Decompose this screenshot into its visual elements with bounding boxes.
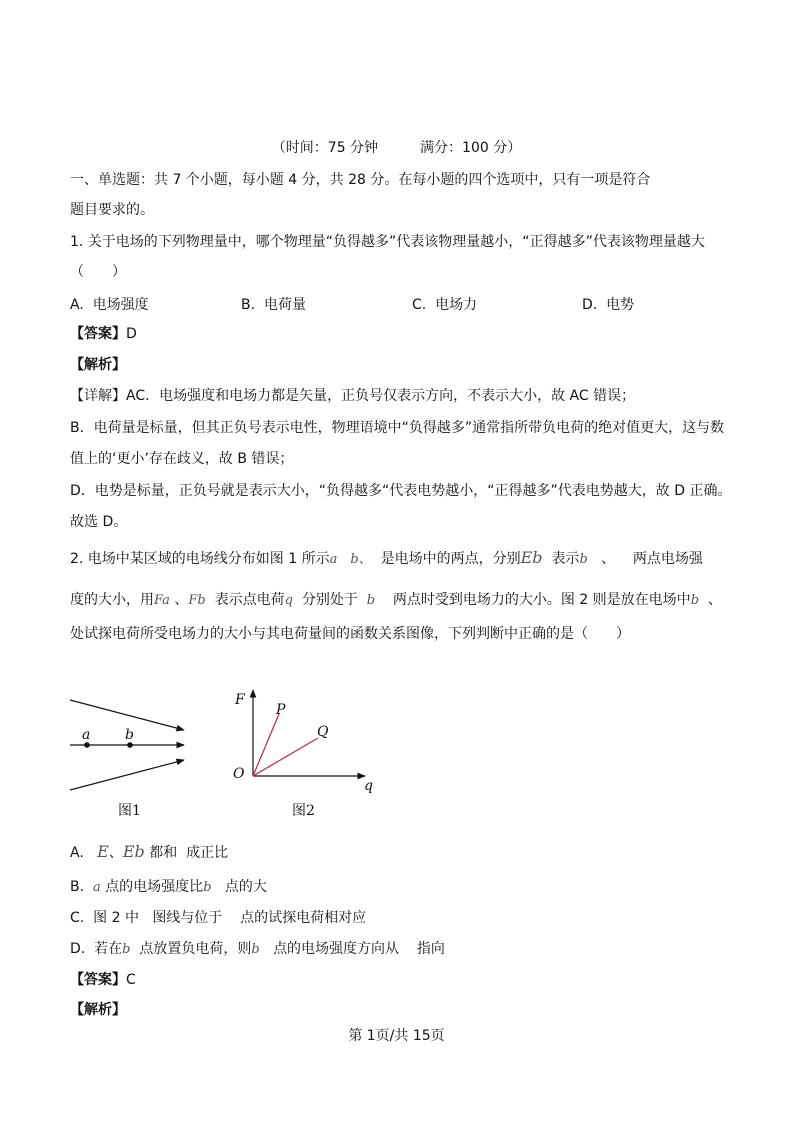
q2-stem-text: 两点电场强: [632, 551, 703, 567]
answer-value: D: [126, 326, 137, 342]
math-Ea: E: [97, 842, 109, 861]
q1-detail-line: B．电荷量是标量，但其正负号表示电性，物理语境中“负得越多”通常指所带负电荷的绝对值更大，这与数: [70, 420, 725, 436]
q1-option-c: [412, 294, 477, 314]
label-b: b: [125, 727, 134, 743]
option-label: D.: [70, 941, 86, 957]
option-label: B.: [70, 879, 85, 895]
q1-answer: [70, 324, 137, 344]
option-text: 图线与位于: [152, 910, 223, 926]
q1-detail-line: 故选 D。: [70, 514, 128, 530]
q2-stem-line1: 2. 电场中某区域的电场线分布如图 1 所示a b、 是电场中的两点，分别Eb 表示b 、 两点电场强: [70, 548, 703, 567]
answer-tag: 【答案】: [70, 972, 126, 988]
option-text: 图 2 中: [93, 910, 139, 926]
label-F: F: [235, 692, 245, 708]
q1-detail-line: D．电势是标量，正负号就是表示大小，“负得越多“代表电势越小，“正得越多”代表电势越大，故 D 正确。: [70, 483, 732, 499]
math-Eb: Eb: [122, 842, 145, 861]
math-E: Eb: [520, 548, 543, 567]
q2-option-c: [70, 908, 366, 928]
math-b: b: [122, 942, 131, 957]
line-Q: [253, 738, 318, 776]
math-b: b: [690, 593, 700, 608]
option-label: B.: [241, 297, 256, 313]
option-text: 成正比: [186, 845, 229, 861]
q2-option-a: [70, 842, 228, 863]
option-text: 电场强度: [92, 297, 149, 313]
option-text: 点的电场强度方向从: [273, 941, 400, 957]
q1-option-a: [70, 294, 149, 314]
option-text: 若在: [94, 941, 123, 957]
math-b: b: [366, 593, 376, 608]
label-q: q: [364, 778, 373, 794]
label-Q: Q: [317, 724, 329, 740]
point-b: [127, 742, 133, 748]
q1-stem-bracket: （ ）: [70, 264, 126, 280]
q2-stem-line3: 处试探电荷所受电场力的大小与其电荷量间的函数关系图像，下列判断中正确的是（ ）: [70, 626, 630, 642]
option-label: D.: [582, 297, 598, 313]
answer-tag: 【答案】: [70, 326, 126, 342]
option-text: 点放置负电荷，则: [139, 941, 252, 957]
field-line-upper: [70, 700, 184, 730]
q2-stem-text: 是电场中的两点，分别: [380, 551, 521, 567]
option-text: 点的试探电荷相对应: [240, 910, 367, 926]
math-b: b: [579, 552, 588, 567]
option-label: C.: [412, 297, 427, 313]
label-O: O: [233, 766, 245, 782]
option-text: 电场力: [435, 297, 478, 313]
figure-1-caption: 图1: [118, 803, 141, 819]
figure-2: [225, 680, 385, 800]
math-ab: a b、: [329, 552, 372, 567]
option-text: 点的大: [224, 879, 267, 895]
option-text: 都和: [149, 845, 178, 861]
q2-stem-text: 表示: [551, 551, 580, 567]
option-label: C.: [70, 910, 85, 926]
q2-stem-line2: 度的大小，用Fa 、Fb 表示点电荷q 分别处于 b 两点时受到电场力的大小。图 2 则是放在电场中b 、: [70, 592, 722, 608]
option-text: 点的电场强度比: [105, 879, 204, 895]
option-label: A.: [70, 297, 84, 313]
exam-time-score: （时间：75 分钟 满分：100 分）: [271, 140, 522, 156]
label-P: P: [276, 702, 286, 718]
q2-analysis-tag: 【解析】: [70, 1002, 126, 1018]
math-b: b: [251, 942, 260, 957]
option-label: A.: [70, 845, 84, 861]
point-a: [84, 742, 90, 748]
option-text: 指向: [416, 941, 445, 957]
math-b: b: [203, 880, 212, 895]
q1-option-b: [241, 294, 306, 314]
math-Fb: Fb: [188, 593, 206, 608]
q1-detail-line: 值上的‘更小’存在歧义，故 B 错误；: [70, 451, 294, 467]
math-a: a: [92, 880, 101, 895]
answer-value: C: [126, 972, 136, 988]
q1-stem: 1. 关于电场的下列物理量中，哪个物理量“负得越多”代表该物理量越小，“正得越多”代表该物理量越大: [70, 234, 705, 250]
option-text: 、: [108, 845, 123, 861]
q2-stem-text: 表示点电荷: [214, 592, 285, 608]
math-Fa: Fa: [154, 593, 170, 608]
option-text: 电势: [606, 297, 635, 313]
option-text: 电荷量: [263, 297, 306, 313]
q2-stem-text: 两点时受到电场力的大小。图 2 则是放在电场中: [392, 592, 691, 608]
label-a: a: [82, 727, 91, 743]
q2-option-b: [70, 877, 267, 898]
line-P: [253, 714, 279, 776]
q1-detail-line: 【详解】AC．电场强度和电场力都是矢量，正负号仅表示方向，不表示大小，故 AC 错误；: [70, 388, 636, 404]
field-line-lower: [70, 760, 184, 790]
page-number: 第 1页/共 15页: [348, 1028, 445, 1044]
q2-option-d: [70, 939, 445, 960]
q1-option-d: [582, 294, 634, 314]
section-heading: 一、单选题：共 7 个小题，每小题 4 分，共 28 分。在每小题的四个选项中，只有一项是符合: [70, 172, 651, 188]
section-heading-cont: 题目要求的。: [70, 202, 154, 218]
q2-answer: [70, 970, 136, 990]
figure-2-caption: 图2: [292, 803, 315, 819]
math-q: q: [284, 593, 293, 608]
q1-analysis-tag: 【解析】: [70, 357, 126, 373]
q2-stem-text: 分别处于: [301, 592, 358, 608]
q2-stem-text: 2. 电场中某区域的电场线分布如图 1 所示: [70, 551, 330, 567]
q2-stem-text: 度的大小，用: [70, 592, 154, 608]
